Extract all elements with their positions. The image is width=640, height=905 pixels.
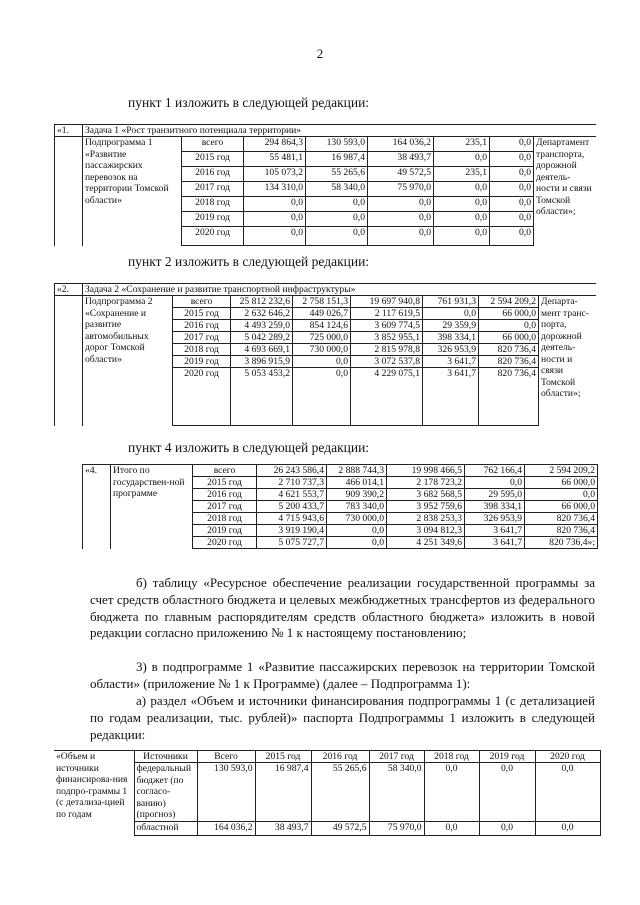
value-cell: 0,0 [434, 197, 490, 212]
value-cell: 5 075 727,7 [257, 537, 327, 549]
value-cell: 466 014,1 [327, 477, 387, 489]
value-cell: 0,0 [293, 368, 351, 426]
value-cell: 326 953,9 [423, 344, 479, 356]
value-cell: 58 340,0 [306, 182, 368, 197]
lead-point-4: пункт 4 изложить в следующей редакции: [128, 440, 370, 455]
table-total [82, 464, 598, 549]
page-number: 2 [316, 46, 324, 61]
year-label: 2017 год [193, 501, 257, 513]
value-cell: 3 609 774,5 [351, 320, 423, 332]
year-label: всего [182, 137, 244, 152]
program-name: Итого по государствен-ной программе [111, 465, 193, 549]
value-cell: 0,0 [306, 197, 368, 212]
year-label: 2016 год [182, 167, 244, 182]
year-label: 2015 год [182, 152, 244, 167]
value-cell: 164 036,2 [368, 137, 434, 152]
year-label: 2017 год [173, 332, 231, 344]
paragraph-a: а) раздел «Объем и источники финансирования подпрограммы 1 (с детализацией по годам реализации, тыс. рублей)» паспорта Подпрограммы 1 изложить в следующей редакции: [90, 693, 595, 742]
year-label: 2019 год [173, 356, 231, 368]
value-cell: 3 072 537,8 [351, 356, 423, 368]
value-cell: 19 697 940,8 [351, 296, 423, 308]
value-cell: 3 641,7 [465, 537, 525, 549]
table-task-1 [54, 124, 596, 246]
value-cell: 2 815 978,8 [351, 344, 423, 356]
value-cell: 0,0 [490, 227, 534, 246]
value-cell: 4 493 259,0 [231, 320, 293, 332]
value-cell: 294 864,3 [244, 137, 306, 152]
value-cell: 449 026,7 [293, 308, 351, 320]
value-cell: 854 124,6 [293, 320, 351, 332]
row-number [55, 296, 83, 426]
row-number [55, 137, 83, 246]
year-label: всего [173, 296, 231, 308]
cell: 58 340,0 [369, 763, 424, 822]
value-cell: 820 736,4 [525, 513, 598, 525]
year-label: 2018 год [173, 344, 231, 356]
value-cell: 66 000,0 [525, 477, 598, 489]
value-cell: 2 758 151,3 [293, 296, 351, 308]
value-cell: 0,0 [490, 197, 534, 212]
value-cell: 4 621 553,7 [257, 489, 327, 501]
value-cell: 0,0 [490, 152, 534, 167]
header-2017: 2017 год [369, 751, 424, 763]
program-name: Подпрограмма 1 «Развитие пассажирских перевозок на территории Томской области» [83, 137, 182, 246]
value-cell: 3 852 955,1 [351, 332, 423, 344]
paragraph-b: б) таблицу «Ресурсное обеспечение реализации государственной программы за счет средств областного бюджета и целевых межбюджетных трансфертов из федерального бюджета по главным распорядителям средств областного бюджета» изложить в новой редакции согласно приложению № 1 к настоящему постановлению; [90, 575, 595, 641]
value-cell: 0,0 [479, 320, 539, 332]
cell: 16 987,4 [255, 763, 311, 822]
value-cell: 0,0 [525, 489, 598, 501]
value-cell: 3 952 759,6 [387, 501, 465, 513]
table-task-2 [54, 283, 596, 426]
value-cell: 0,0 [368, 212, 434, 227]
value-cell: 909 390,2 [327, 489, 387, 501]
value-cell: 5 053 453,2 [231, 368, 293, 426]
value-cell: 2 632 646,2 [231, 308, 293, 320]
value-cell: 3 641,7 [423, 356, 479, 368]
value-cell: 0,0 [244, 212, 306, 227]
header-total: Всего [197, 751, 255, 763]
value-cell: 0,0 [423, 308, 479, 320]
value-cell: 398 334,1 [423, 332, 479, 344]
value-cell: 16 987,4 [306, 152, 368, 167]
value-cell: 0,0 [327, 537, 387, 549]
value-cell: 66 000,0 [525, 501, 598, 513]
year-label: 2020 год [182, 227, 244, 246]
header-sources: Источники [134, 751, 197, 763]
cell: 38 493,7 [255, 821, 311, 835]
value-cell: 761 931,3 [423, 296, 479, 308]
year-label: 2019 год [193, 525, 257, 537]
cell: 55 265,6 [311, 763, 369, 822]
table-row [55, 296, 596, 308]
value-cell: 29 595,0 [465, 489, 525, 501]
value-cell: 2 594 209,2 [479, 296, 539, 308]
value-cell: 4 229 075,1 [351, 368, 423, 426]
cell: 164 036,2 [197, 821, 255, 835]
value-cell: 235,1 [434, 137, 490, 152]
value-cell: 398 334,1 [465, 501, 525, 513]
department: Департамент транспорта, дорожной деятель-ности и связи Томской области»; [536, 137, 592, 217]
value-cell: 5 200 433,7 [257, 501, 327, 513]
year-label: 2016 год [173, 320, 231, 332]
value-cell: 75 970,0 [368, 182, 434, 197]
header-2018: 2018 год [424, 751, 479, 763]
year-label: 2015 год [193, 477, 257, 489]
value-cell: 730 000,0 [327, 513, 387, 525]
value-cell: 4 251 349,6 [387, 537, 465, 549]
value-cell: 0,0 [434, 212, 490, 227]
value-cell: 820 736,4 [479, 344, 539, 356]
value-cell: 783 340,0 [327, 501, 387, 513]
value-cell: 2 178 723,2 [387, 477, 465, 489]
value-cell: 2 117 619,5 [351, 308, 423, 320]
value-cell: 0,0 [327, 525, 387, 537]
value-cell: 3 896 915,9 [231, 356, 293, 368]
value-cell: 2 838 253,3 [387, 513, 465, 525]
cell: 49 572,5 [311, 821, 369, 835]
value-cell: 730 000,0 [293, 344, 351, 356]
table-funding-sources [54, 750, 601, 836]
value-cell: 0,0 [368, 227, 434, 246]
year-label: 2020 год [193, 537, 257, 549]
value-cell: 55 265,6 [306, 167, 368, 182]
header-2015: 2015 год [255, 751, 311, 763]
row-number: «1. [55, 125, 83, 137]
value-cell: 29 359,9 [423, 320, 479, 332]
row-number: «2. [55, 284, 83, 296]
cell: 0,0 [479, 821, 535, 835]
value-cell: 820 736,4 [479, 368, 539, 426]
value-cell: 0,0 [490, 212, 534, 227]
value-cell: 0,0 [306, 212, 368, 227]
value-cell: 820 736,4 [525, 525, 598, 537]
value-cell: 4 693 669,1 [231, 344, 293, 356]
value-cell: 3 641,7 [423, 368, 479, 426]
value-cell: 38 493,7 [368, 152, 434, 167]
value-cell: 3 919 190,4 [257, 525, 327, 537]
value-cell: 0,0 [244, 197, 306, 212]
department: Департа-мент транс-порта, дорожной деятель-ности и связи Томской области»; [541, 296, 590, 399]
source-regional: областной [134, 821, 197, 835]
value-cell: 0,0 [490, 182, 534, 197]
table-row [83, 465, 598, 477]
task-title: Задача 2 «Сохранение и развитие транспортной инфраструктуры» [83, 284, 596, 296]
value-cell: 0,0 [465, 477, 525, 489]
value-cell: 5 042 289,2 [231, 332, 293, 344]
value-cell: 0,0 [434, 152, 490, 167]
value-cell: 0,0 [490, 167, 534, 182]
value-cell: 725 000,0 [293, 332, 351, 344]
value-cell: 3 641,7 [465, 525, 525, 537]
year-label: 2020 год [173, 368, 231, 426]
lead-point-1: пункт 1 изложить в следующей редакции: [128, 95, 370, 110]
value-cell: 0,0 [434, 182, 490, 197]
year-label: 2018 год [182, 197, 244, 212]
value-cell: 762 166,4 [465, 465, 525, 477]
value-cell: 820 736,4»; [525, 537, 598, 549]
cell: 0,0 [535, 821, 600, 835]
value-cell: 25 812 232,6 [231, 296, 293, 308]
value-cell: 0,0 [306, 227, 368, 246]
program-name: Подпрограмма 2 «Сохранение и развитие автомобильных дорог Томской области» [83, 296, 173, 426]
value-cell: 2 888 744,3 [327, 465, 387, 477]
value-cell: 820 736,4 [479, 356, 539, 368]
value-cell: 3 682 568,5 [387, 489, 465, 501]
task-title: Задача 1 «Рост транзитного потенциала территории» [83, 125, 596, 137]
cell: 130 593,0 [197, 763, 255, 822]
cell: 0,0 [479, 763, 535, 822]
value-cell: 134 310,0 [244, 182, 306, 197]
value-cell: 2 594 209,2 [525, 465, 598, 477]
value-cell: 0,0 [244, 227, 306, 246]
cell: 0,0 [535, 763, 600, 822]
cell: 0,0 [424, 763, 479, 822]
year-label: 2015 год [173, 308, 231, 320]
value-cell: 19 998 466,5 [387, 465, 465, 477]
value-cell: 26 243 586,4 [257, 465, 327, 477]
value-cell: 0,0 [490, 137, 534, 152]
year-label: 2017 год [182, 182, 244, 197]
value-cell: 105 073,2 [244, 167, 306, 182]
header-2019: 2019 год [479, 751, 535, 763]
value-cell: 55 481,1 [244, 152, 306, 167]
table-row [55, 137, 596, 152]
source-federal: федеральный бюджет (по согласо-ванию) (прогноз) [134, 763, 197, 822]
cell: 0,0 [424, 821, 479, 835]
paragraph-3: 3) в подпрограмме 1 «Развитие пассажирских перевозок на территории Томской области» (приложение № 1 к Программе) (далее – Подпрограмма 1): [90, 659, 595, 691]
header-2016: 2016 год [311, 751, 369, 763]
value-cell: 66 000,0 [479, 332, 539, 344]
value-cell: 2 710 737,3 [257, 477, 327, 489]
row-number: «4. [83, 465, 111, 549]
value-cell: 3 094 812,3 [387, 525, 465, 537]
year-label: 2016 год [193, 489, 257, 501]
value-cell: 49 572,5 [368, 167, 434, 182]
lead-point-2: пункт 2 изложить в следующей редакции: [128, 254, 370, 269]
value-cell: 0,0 [293, 356, 351, 368]
value-cell: 0,0 [434, 227, 490, 246]
cell: 75 970,0 [369, 821, 424, 835]
header-2020: 2020 год [535, 751, 600, 763]
value-cell: 0,0 [368, 197, 434, 212]
year-label: всего [193, 465, 257, 477]
value-cell: 66 000,0 [479, 308, 539, 320]
funding-label: «Объем и источники финансирова-ния подпро-граммы 1 (с детализа-цией по годам [54, 751, 134, 836]
year-label: 2018 год [193, 513, 257, 525]
year-label: 2019 год [182, 212, 244, 227]
value-cell: 4 715 943,6 [257, 513, 327, 525]
value-cell: 235,1 [434, 167, 490, 182]
value-cell: 326 953,9 [465, 513, 525, 525]
value-cell: 130 593,0 [306, 137, 368, 152]
